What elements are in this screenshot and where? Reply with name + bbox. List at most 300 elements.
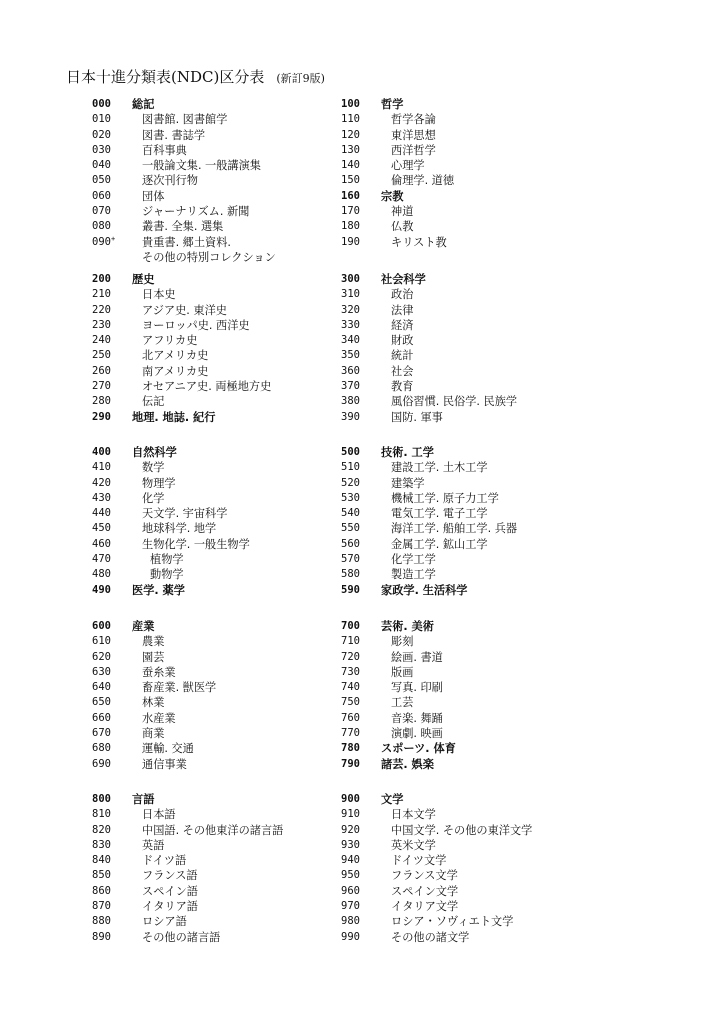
class-label: 建設工学. 土木工学: [391, 461, 488, 475]
class-code-number: 450: [92, 522, 111, 535]
class-code-number: 360: [341, 364, 360, 377]
class-code-number: 370: [341, 380, 360, 393]
class-label: 日本語: [142, 808, 176, 822]
class-row: [341, 930, 641, 945]
code-superscript: +: [110, 234, 116, 243]
class-code: [92, 491, 128, 506]
class-code-number: 760: [341, 711, 360, 724]
class-row: [341, 914, 641, 929]
class-label: 地球科学. 地学: [142, 522, 217, 536]
class-label: 製造工学: [391, 568, 436, 582]
class-code: [341, 410, 377, 425]
class-code: [341, 695, 377, 710]
class-code-number: 640: [92, 681, 111, 694]
class-code: [92, 128, 128, 143]
page-title: [66, 66, 325, 87]
class-code: [341, 741, 377, 756]
class-code: [341, 97, 377, 112]
class-code: [92, 914, 128, 929]
class-code: [341, 272, 377, 287]
class-label: 教育: [391, 380, 414, 394]
class-label: 諸芸. 娯楽: [381, 757, 434, 771]
class-code: [92, 665, 128, 680]
class-row: [341, 899, 641, 914]
class-label: 英米文学: [391, 838, 436, 852]
class-row: [341, 348, 641, 363]
class-code: [341, 143, 377, 158]
class-code-number: 990: [341, 930, 360, 943]
class-code: [92, 823, 128, 838]
class-code-number: 530: [341, 491, 360, 504]
class-code: [92, 567, 128, 582]
class-row: [341, 318, 641, 333]
class-heading-row: [341, 792, 641, 807]
class-code-number: 200: [92, 273, 111, 285]
class-label: キリスト教: [391, 235, 447, 249]
class-code-number: 520: [341, 476, 360, 489]
class-row: [341, 537, 641, 552]
class-code-number: 290: [92, 410, 111, 423]
class-code-number: 470: [92, 553, 111, 566]
class-label: その他の特別コレクション: [142, 250, 276, 264]
class-label: 海洋工学. 船舶工学. 兵器: [391, 522, 518, 536]
class-heading-row: [341, 741, 641, 756]
class-code: [92, 445, 128, 460]
class-label: 百科事典: [142, 143, 187, 157]
class-row: [341, 287, 641, 302]
class-label: 言語: [132, 793, 155, 806]
class-code-number: 510: [341, 461, 360, 474]
class-code-number: 840: [92, 854, 111, 867]
class-label: スペイン語: [142, 884, 198, 898]
class-label: ヨーロッパ史. 西洋史: [142, 318, 250, 332]
class-code: [341, 219, 377, 234]
class-code-number: 550: [341, 522, 360, 535]
class-code-number: 430: [92, 491, 111, 504]
class-code-number: 750: [341, 696, 360, 709]
class-label: ロシア・ソヴィエト文学: [391, 915, 514, 929]
class-code: [341, 665, 377, 680]
class-label: ドイツ語: [142, 854, 187, 868]
class-row: [341, 823, 641, 838]
class-label: 伝記: [142, 395, 165, 409]
class-code: [92, 757, 128, 772]
class-label: 医学. 薬学: [132, 583, 185, 597]
class-code: [92, 189, 128, 204]
class-code-number: 850: [92, 869, 111, 882]
class-code: [92, 303, 128, 318]
class-code-number: 970: [341, 900, 360, 913]
class-code-number: 170: [341, 205, 360, 218]
class-code: [92, 521, 128, 536]
class-label: 林業: [142, 696, 165, 710]
class-block-900: [341, 792, 641, 945]
class-code: [341, 348, 377, 363]
class-label: 中国文学. その他の東洋文学: [391, 823, 533, 837]
class-row: [341, 204, 641, 219]
class-code: [92, 235, 128, 250]
class-code-number: 890: [92, 930, 111, 943]
class-row: [341, 506, 641, 521]
class-code-number: 240: [92, 334, 111, 347]
class-label: 工芸: [391, 696, 414, 710]
class-label: アフリカ史: [142, 334, 198, 348]
class-code-number: 090: [92, 235, 111, 248]
class-label: ロシア語: [142, 915, 187, 929]
class-row: [341, 552, 641, 567]
class-code: [92, 792, 128, 807]
class-code-number: 620: [92, 650, 111, 663]
class-code-number: 680: [92, 742, 111, 755]
class-row: [341, 364, 641, 379]
class-block-500: [341, 445, 641, 598]
class-row: [341, 235, 641, 250]
class-label: 数学: [142, 461, 165, 475]
class-code-number: 390: [341, 410, 360, 423]
class-code-number: 490: [92, 583, 111, 596]
class-code: [341, 711, 377, 726]
class-code: [92, 930, 128, 945]
class-code-number: 950: [341, 869, 360, 882]
class-code: [341, 476, 377, 491]
class-row: [341, 143, 641, 158]
class-row: [341, 853, 641, 868]
class-label: 建築学: [391, 476, 425, 490]
class-label: その他の諸文学: [391, 930, 470, 944]
class-code-number: 400: [92, 446, 111, 458]
class-code: [341, 914, 377, 929]
class-code-number: 780: [341, 742, 360, 755]
class-code: [341, 189, 377, 204]
class-code-number: 540: [341, 507, 360, 520]
class-row: [341, 476, 641, 491]
class-code: [92, 807, 128, 822]
class-code: [341, 460, 377, 475]
class-code: [92, 204, 128, 219]
class-code-number: 920: [341, 823, 360, 836]
class-code-number: 080: [92, 220, 111, 233]
class-label: 経済: [391, 318, 414, 332]
class-code: [92, 379, 128, 394]
class-code: [341, 823, 377, 838]
class-code-number: 160: [341, 189, 360, 202]
class-code: [341, 552, 377, 567]
class-code-number: 690: [92, 757, 111, 770]
class-code-number: 980: [341, 915, 360, 928]
class-row: [341, 173, 641, 188]
class-code-number: 180: [341, 220, 360, 233]
class-label: 動物学: [150, 568, 184, 582]
class-code: [341, 506, 377, 521]
class-label: 政治: [391, 288, 414, 302]
class-row: [341, 711, 641, 726]
class-label: 宗教: [381, 189, 404, 203]
class-code: [92, 143, 128, 158]
class-label: イタリア語: [142, 900, 198, 914]
class-code-number: 880: [92, 915, 111, 928]
class-label: 絵画. 書道: [391, 650, 443, 664]
class-heading-row: [341, 757, 641, 772]
class-label: 法律: [391, 303, 414, 317]
class-code: [92, 333, 128, 348]
class-code: [92, 272, 128, 287]
class-code: [92, 680, 128, 695]
class-code-number: 190: [341, 235, 360, 248]
class-code-number: 040: [92, 159, 111, 172]
class-code: [341, 634, 377, 649]
class-label: 自然科学: [132, 446, 177, 459]
class-row: [341, 726, 641, 741]
class-code: [341, 379, 377, 394]
class-code-number: 630: [92, 665, 111, 678]
class-label: 社会科学: [381, 273, 426, 286]
class-code: [341, 128, 377, 143]
class-label: 産業: [132, 620, 155, 633]
class-code-number: 870: [92, 900, 111, 913]
class-row: [341, 665, 641, 680]
class-code: [341, 853, 377, 868]
class-label: 演劇. 映画: [391, 727, 443, 741]
class-code-number: 670: [92, 727, 111, 740]
class-code-number: 340: [341, 334, 360, 347]
class-label: 畜産業. 獣医学: [142, 681, 217, 695]
class-code: [341, 838, 377, 853]
class-code-number: 700: [341, 620, 360, 632]
class-code: [92, 219, 128, 234]
class-row: [341, 634, 641, 649]
class-code-number: 810: [92, 808, 111, 821]
class-label: 逐次刊行物: [142, 174, 198, 188]
class-code-number: 230: [92, 318, 111, 331]
class-code-number: 940: [341, 854, 360, 867]
class-code-number: 770: [341, 727, 360, 740]
class-code: [341, 930, 377, 945]
class-code-number: 460: [92, 537, 111, 550]
class-code: [92, 695, 128, 710]
class-code: [92, 838, 128, 853]
class-code: [341, 650, 377, 665]
class-code: [92, 410, 128, 425]
class-label: ドイツ文学: [391, 854, 447, 868]
class-label: 天文学. 宇宙科学: [142, 507, 228, 521]
class-heading-row: [341, 445, 641, 460]
class-code-number: 900: [341, 793, 360, 805]
class-code-number: 820: [92, 823, 111, 836]
class-code: [92, 364, 128, 379]
class-code: [341, 868, 377, 883]
class-code: [341, 364, 377, 379]
class-row: [341, 219, 641, 234]
class-code: [92, 741, 128, 756]
class-label: 芸術. 美術: [381, 620, 434, 633]
class-label: その他の諸言語: [142, 930, 221, 944]
class-row: [341, 410, 641, 425]
class-code-number: 720: [341, 650, 360, 663]
class-code: [92, 650, 128, 665]
class-code-number: 150: [341, 174, 360, 187]
class-code-number: 610: [92, 635, 111, 648]
class-row: [341, 567, 641, 582]
class-code-number: 410: [92, 461, 111, 474]
class-label: 南アメリカ史: [142, 364, 209, 378]
class-code: [341, 158, 377, 173]
class-label: イタリア文学: [391, 900, 459, 914]
class-code: [341, 726, 377, 741]
class-code-number: 300: [341, 273, 360, 285]
class-label: 哲学: [381, 98, 404, 111]
class-block-100: [341, 97, 641, 250]
class-label: 物理学: [142, 476, 176, 490]
class-code: [92, 158, 128, 173]
class-code: [341, 807, 377, 822]
class-code: [92, 394, 128, 409]
class-code: [341, 792, 377, 807]
class-code: [341, 537, 377, 552]
class-label: 中国語. その他東洋の諸言語: [142, 823, 284, 837]
class-label: フランス文学: [391, 869, 458, 883]
class-code: [92, 173, 128, 188]
class-code-number: 270: [92, 380, 111, 393]
class-code: [341, 619, 377, 634]
class-row: [341, 650, 641, 665]
class-code: [341, 303, 377, 318]
class-label: 農業: [142, 635, 165, 649]
class-code: [92, 348, 128, 363]
class-label: 金属工学. 鉱山工学: [391, 537, 488, 551]
class-label: 園芸: [142, 650, 165, 664]
class-label: 哲学各論: [391, 113, 436, 127]
class-label: 水産業: [142, 711, 176, 725]
class-code-number: 350: [341, 349, 360, 362]
class-code: [341, 884, 377, 899]
class-code-number: 330: [341, 318, 360, 331]
class-code-number: 220: [92, 303, 111, 316]
class-code: [92, 899, 128, 914]
class-block-700: [341, 619, 641, 772]
class-code: [92, 619, 128, 634]
class-heading-row: [341, 189, 641, 204]
class-code: [92, 97, 128, 112]
class-code: [92, 726, 128, 741]
class-code-number: 480: [92, 568, 111, 581]
class-row: [341, 868, 641, 883]
class-code-number: 130: [341, 143, 360, 156]
title-text: 日本十進分類表(NDC)区分表: [66, 68, 265, 86]
class-label: 社会: [391, 364, 414, 378]
class-label: 地理. 地誌. 紀行: [132, 410, 216, 424]
class-label: 写真. 印刷: [391, 681, 443, 695]
class-code: [341, 112, 377, 127]
class-code: [92, 884, 128, 899]
class-code-number: 260: [92, 364, 111, 377]
class-code-number: 650: [92, 696, 111, 709]
class-label: 化学工学: [391, 553, 436, 567]
class-label: 生物化学. 一般生物学: [142, 537, 250, 551]
class-label: 運輸. 交通: [142, 742, 194, 756]
class-code-number: 600: [92, 620, 111, 632]
class-code-number: 140: [341, 159, 360, 172]
class-row: [341, 521, 641, 536]
class-code: [92, 552, 128, 567]
class-code-number: 380: [341, 395, 360, 408]
class-code: [92, 287, 128, 302]
class-code-number: 120: [341, 128, 360, 141]
class-row: [341, 680, 641, 695]
class-code: [341, 333, 377, 348]
class-label: フランス語: [142, 869, 198, 883]
class-label: 倫理学. 道徳: [391, 174, 455, 188]
class-code: [92, 853, 128, 868]
class-code-number: 860: [92, 884, 111, 897]
class-label: 機械工学. 原子力工学: [391, 491, 499, 505]
class-label: 英語: [142, 838, 165, 852]
class-code: [92, 537, 128, 552]
class-code-number: 500: [341, 446, 360, 458]
class-label: 神道: [391, 205, 414, 219]
class-code-number: 000: [92, 98, 111, 110]
class-label: 蚕糸業: [142, 665, 176, 679]
class-label: スペイン文学: [391, 884, 459, 898]
class-code: [92, 506, 128, 521]
class-row: [341, 838, 641, 853]
class-code-number: 010: [92, 113, 111, 126]
class-code: [92, 711, 128, 726]
class-code-number: 420: [92, 476, 111, 489]
edition-text: (新訂9版): [276, 72, 325, 85]
class-label: 植物学: [150, 553, 184, 567]
class-code: [92, 112, 128, 127]
class-code-number: 110: [341, 113, 360, 126]
class-label: 日本史: [142, 288, 176, 302]
class-label: アジア史. 東洋史: [142, 303, 227, 317]
class-row: [341, 333, 641, 348]
class-row: [341, 379, 641, 394]
class-code: [341, 521, 377, 536]
class-label: 統計: [391, 349, 414, 363]
class-code-number: 910: [341, 808, 360, 821]
class-code-number: 930: [341, 838, 360, 851]
class-code-number: 250: [92, 349, 111, 362]
class-label: スポーツ. 体育: [381, 742, 456, 756]
class-label: 図書. 書誌学: [142, 128, 206, 142]
class-label: 心理学: [391, 159, 425, 173]
class-code: [341, 204, 377, 219]
class-row: [341, 128, 641, 143]
class-code-number: 030: [92, 143, 111, 156]
class-row: [341, 394, 641, 409]
class-code: [341, 680, 377, 695]
class-block-300: [341, 272, 641, 425]
class-label: 音楽. 舞踊: [391, 711, 443, 725]
class-code-number: 440: [92, 507, 111, 520]
class-label: 国防. 軍事: [391, 410, 443, 424]
class-label: 叢書. 全集. 選集: [142, 220, 224, 234]
class-code-number: 730: [341, 665, 360, 678]
class-code-number: 280: [92, 395, 111, 408]
class-code: [92, 868, 128, 883]
class-label: 一般論文集. 一般講演集: [142, 159, 261, 173]
class-code: [341, 318, 377, 333]
class-code-number: 050: [92, 174, 111, 187]
class-code: [341, 567, 377, 582]
class-code-number: 570: [341, 553, 360, 566]
class-label: 北アメリカ史: [142, 349, 209, 363]
class-row: [341, 807, 641, 822]
class-code-number: 310: [341, 288, 360, 301]
class-label: ジャーナリズム. 新聞: [142, 205, 250, 219]
class-code-number: 020: [92, 128, 111, 141]
class-heading-row: [341, 619, 641, 634]
